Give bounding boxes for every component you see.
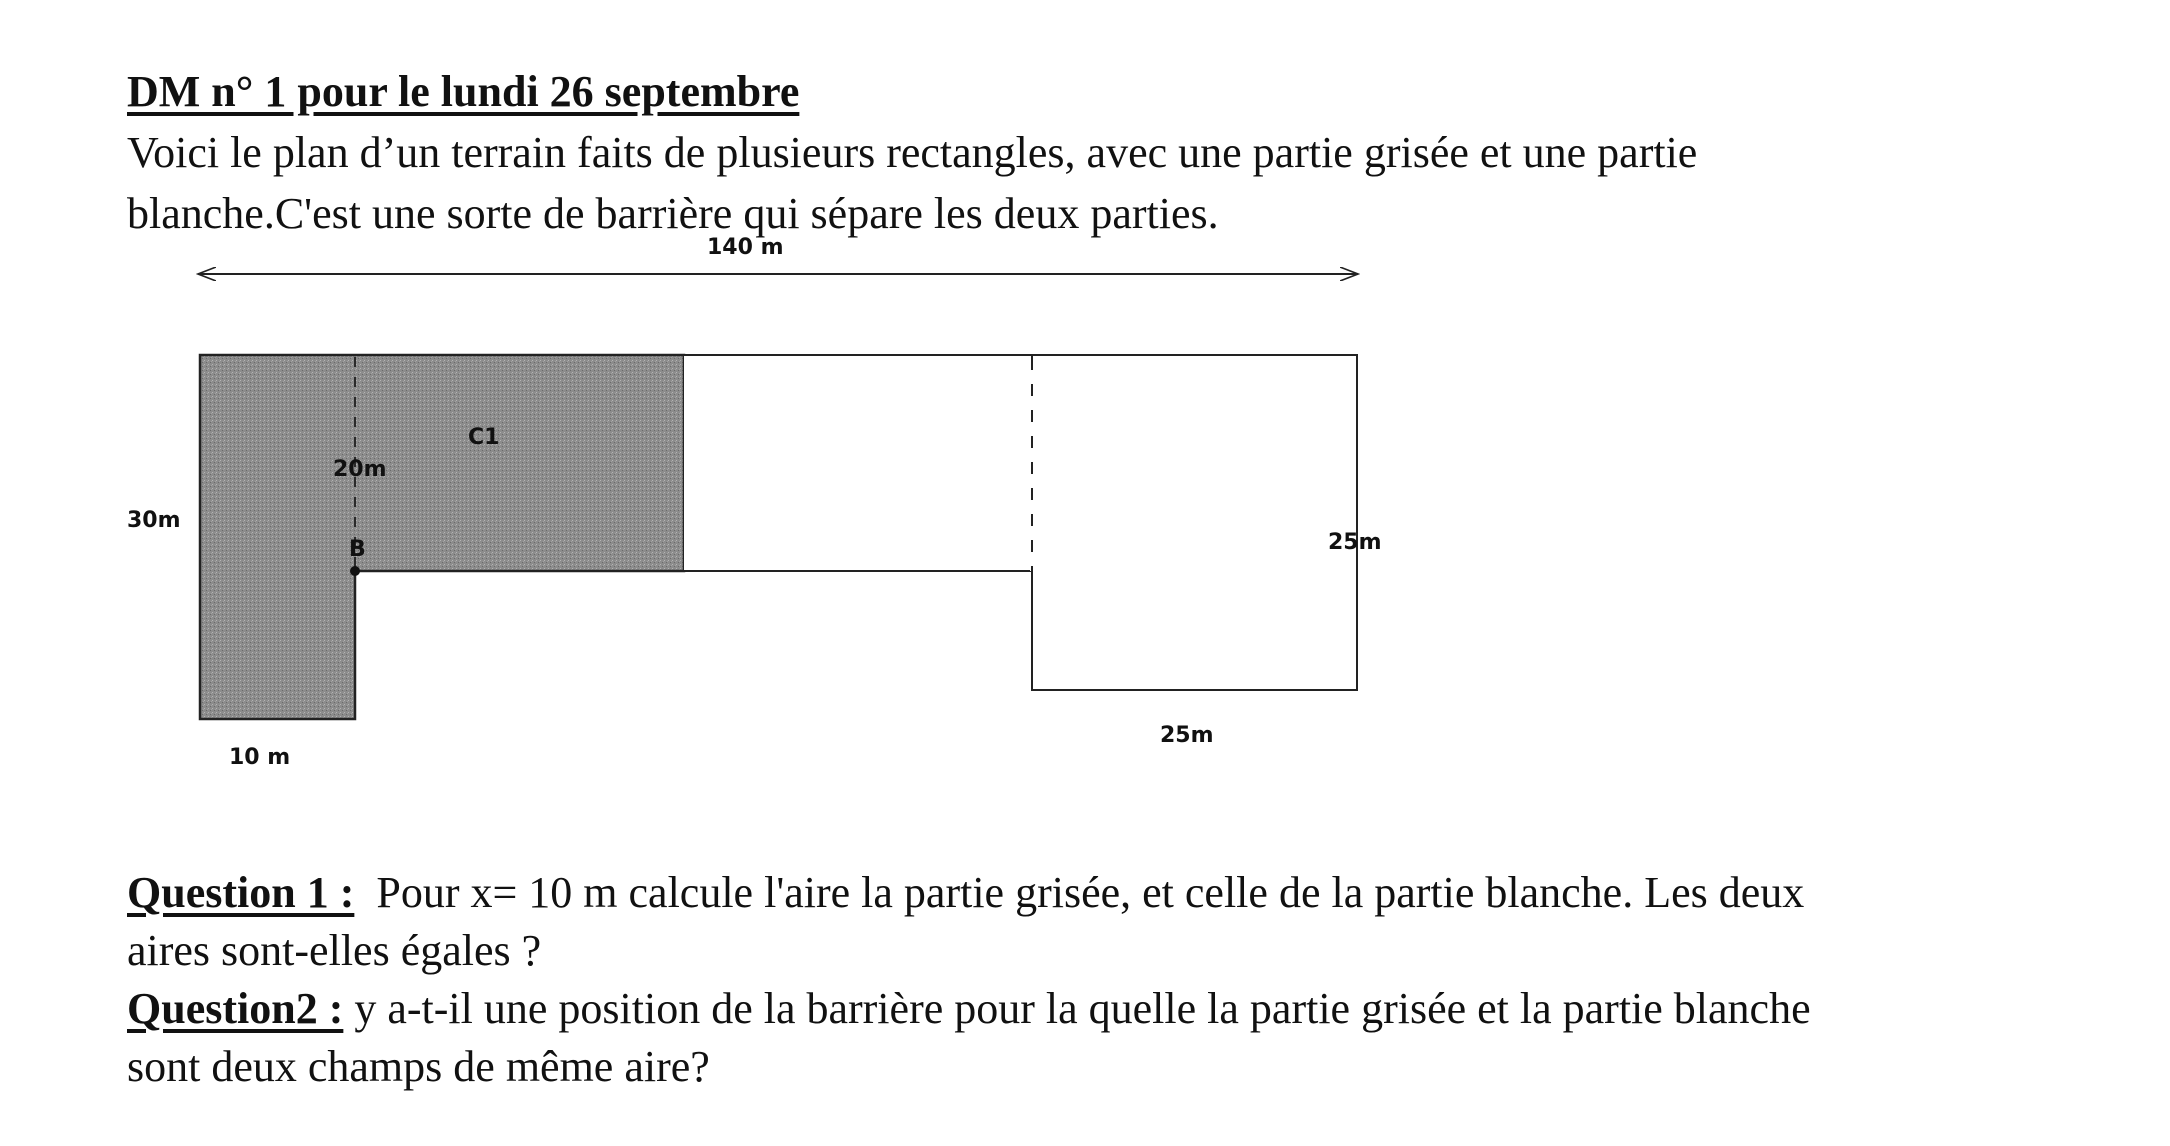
point-b-marker <box>350 566 360 576</box>
question-2-label: Question2 : <box>127 984 344 1033</box>
white-rectangle <box>684 355 1032 571</box>
point-b-label: B <box>349 537 366 562</box>
question-1-line-1 <box>127 864 2087 922</box>
intro-line-2: blanche.C'est une sorte de barrière qui sépare les deux parties. <box>127 189 1219 238</box>
barrier-length-label: 20m <box>333 457 387 482</box>
question-1-line-2: aires sont-elles égales ? <box>127 926 542 975</box>
question-1-label: Question 1 : <box>127 868 355 917</box>
grey-zone <box>200 355 684 719</box>
question-1-text-1: Pour x= 10 m calcule l'aire la partie grisée, et celle de la partie blanche. Les deux <box>376 868 1805 917</box>
zone-name-label: C1 <box>468 425 500 450</box>
questions-section <box>127 864 2087 1096</box>
total-width-label: 140 m <box>707 235 784 260</box>
square-width-label: 25m <box>1160 723 1214 748</box>
question-2-line-1 <box>127 980 2087 1038</box>
question-2-text-1: y a-t-il une position de la barrière pour la quelle la partie grisée et la partie blanche <box>354 984 1811 1033</box>
square-height-label: 25m <box>1328 530 1382 555</box>
white-square <box>1032 355 1357 690</box>
intro-line-1: Voici le plan d’un terrain faits de plusieurs rectangles, avec une partie grisée et une partie <box>127 128 1698 177</box>
left-height-label: 30m <box>127 508 181 533</box>
page-title: DM n° 1 pour le lundi 26 septembre <box>127 67 800 116</box>
question-2-line-2: sont deux champs de même aire? <box>127 1042 710 1091</box>
bottom-width-label: 10 m <box>229 745 291 770</box>
